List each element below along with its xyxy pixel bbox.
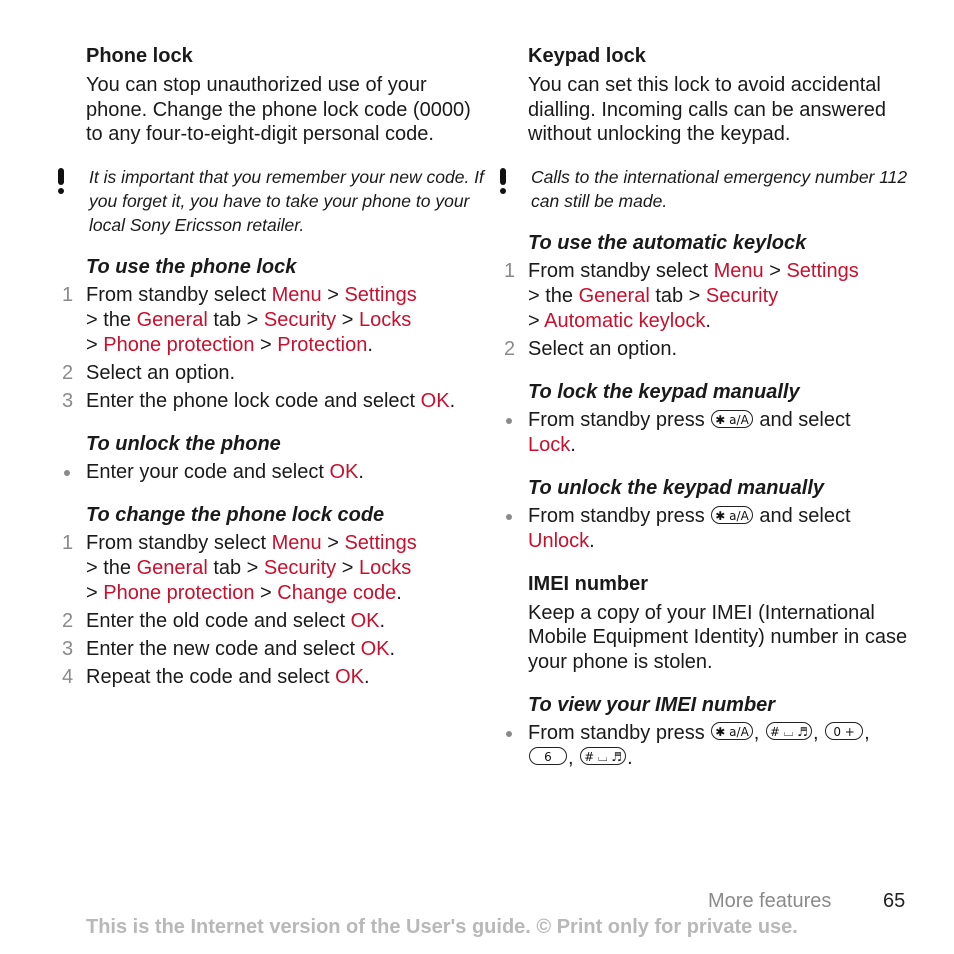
step-text: Enter the new code and select — [86, 637, 361, 660]
menu-link[interactable]: Menu — [271, 283, 322, 306]
step-text: From standby select — [86, 531, 272, 554]
separator: > — [528, 309, 545, 332]
step-text: Enter the phone lock code and select — [86, 389, 421, 412]
bullet-icon — [64, 470, 70, 476]
phone-protection-link[interactable]: Phone protection — [103, 333, 255, 356]
menu-link[interactable]: Menu — [713, 259, 764, 282]
automatic-keylock-link[interactable]: Automatic keylock — [544, 309, 706, 332]
separator: tab > — [207, 556, 264, 579]
note-remember-code — [86, 165, 486, 237]
separator: > — [86, 333, 104, 356]
bullet-item — [86, 460, 486, 485]
punctuation: . — [358, 460, 364, 483]
hash-key-icon: # ⌴ ♬ — [766, 722, 812, 740]
imei-heading: IMEI number — [528, 572, 649, 595]
hash-key-icon: # ⌴ ♬ — [580, 747, 626, 765]
six-key-icon: 6 — [529, 747, 567, 765]
settings-link[interactable]: Settings — [344, 283, 417, 306]
punctuation: . — [589, 529, 595, 552]
step-1 — [62, 531, 486, 606]
punctuation: . — [363, 665, 370, 688]
keypad-lock-heading: Keypad lock — [528, 45, 646, 67]
footer-section-name: More features — [708, 890, 832, 912]
step-number: 2 — [62, 361, 74, 384]
task-title-use-phone-lock: To use the phone lock — [86, 255, 297, 278]
note-emergency — [528, 165, 928, 213]
step-text: Repeat the code and select — [86, 665, 336, 688]
step-2 — [504, 337, 928, 362]
step-number: 2 — [62, 609, 74, 632]
phone-lock-heading: Phone lock — [86, 45, 193, 67]
separator: tab > — [649, 284, 706, 307]
step-text: and select — [753, 504, 851, 527]
separator: > — [336, 308, 359, 331]
separator: > — [763, 259, 787, 282]
step-2 — [62, 361, 486, 386]
security-link[interactable]: Security — [705, 284, 779, 307]
bullet-icon — [506, 514, 512, 520]
settings-link[interactable]: Settings — [786, 259, 859, 282]
phone-lock-body: You can stop unauthorized use of your phone. Change the phone lock code (0000) to any four-to-eight-digit personal code. — [86, 74, 471, 146]
ok-link[interactable]: OK — [329, 460, 359, 483]
protection-link[interactable]: Protection — [277, 333, 368, 356]
separator: > — [321, 283, 345, 306]
punctuation: , — [753, 721, 765, 744]
zero-key-icon: 0 + — [825, 722, 863, 740]
star-key-icon: ✱ a/A — [711, 506, 752, 524]
step-number: 2 — [504, 337, 516, 360]
task-title-unlock-keypad: To unlock the keypad manually — [528, 476, 824, 499]
step-number: 1 — [62, 531, 74, 554]
keypad-lock-body: You can set this lock to avoid accidental dialling. Incoming calls can be answered without unlocking the keypad. — [528, 74, 886, 146]
bullet-item — [528, 408, 928, 458]
exclamation-icon — [56, 168, 66, 194]
step-text: Select an option. — [86, 361, 235, 384]
step-number: 3 — [62, 637, 74, 660]
locks-link[interactable]: Locks — [358, 308, 412, 331]
ok-link[interactable]: OK — [420, 389, 450, 412]
security-link[interactable]: Security — [263, 556, 337, 579]
step-text: From standby select — [528, 259, 714, 282]
punctuation: , — [864, 721, 870, 744]
general-link[interactable]: General — [136, 556, 208, 579]
punctuation: . — [389, 637, 396, 660]
punctuation: . — [367, 333, 373, 356]
punctuation: . — [379, 609, 386, 632]
separator: > the — [528, 284, 579, 307]
punctuation: . — [449, 389, 456, 412]
page-number: 65 — [883, 890, 906, 912]
menu-link[interactable]: Menu — [271, 531, 322, 554]
step-number: 1 — [504, 259, 516, 282]
task-title-automatic-keylock: To use the automatic keylock — [528, 231, 807, 254]
bullet-item — [528, 504, 928, 554]
security-link[interactable]: Security — [263, 308, 337, 331]
change-code-link[interactable]: Change code — [277, 581, 397, 604]
separator: > the — [86, 308, 137, 331]
separator: > — [86, 581, 104, 604]
task-title-unlock-phone: To unlock the phone — [86, 432, 281, 455]
step-4 — [62, 665, 486, 690]
step-text: From standby press — [528, 504, 711, 527]
separator: > — [321, 531, 345, 554]
separator: > — [254, 333, 278, 356]
separator: > — [336, 556, 359, 579]
step-text: Select an option. — [528, 337, 677, 360]
step-text: From standby press — [528, 408, 711, 431]
bullet-icon — [506, 418, 512, 424]
step-number: 4 — [62, 665, 74, 688]
star-key-icon: ✱ a/A — [711, 410, 752, 428]
locks-link[interactable]: Locks — [358, 556, 412, 579]
step-number: 3 — [62, 389, 74, 412]
step-1 — [62, 283, 486, 358]
step-text: From standby press — [528, 721, 711, 744]
punctuation: , — [812, 721, 825, 744]
exclamation-icon — [498, 168, 508, 194]
note-text: Calls to the international emergency number 112 can still be made. — [531, 166, 908, 211]
punctuation: . — [396, 581, 402, 604]
step-text: and select — [753, 408, 851, 431]
lock-link[interactable]: Lock — [528, 433, 571, 456]
general-link[interactable]: General — [578, 284, 650, 307]
phone-protection-link[interactable]: Phone protection — [103, 581, 255, 604]
step-text: Enter your code and select — [86, 460, 330, 483]
unlock-link[interactable]: Unlock — [528, 529, 590, 552]
step-number: 1 — [62, 283, 74, 306]
step-3 — [62, 389, 486, 414]
task-title-lock-keypad: To lock the keypad manually — [528, 380, 800, 403]
right-column — [504, 44, 928, 771]
settings-link[interactable]: Settings — [344, 531, 417, 554]
separator: > — [254, 581, 278, 604]
left-column — [62, 44, 486, 690]
task-title-view-imei: To view your IMEI number — [528, 693, 776, 716]
step-3 — [62, 637, 486, 662]
task-title-change-code: To change the phone lock code — [86, 503, 385, 526]
step-text: Enter the old code and select — [86, 609, 351, 632]
bullet-icon — [506, 731, 512, 737]
ok-link[interactable]: OK — [360, 637, 390, 660]
imei-body: Keep a copy of your IMEI (International Mobile Equipment Identity) number in case your phone is stolen. — [528, 601, 908, 673]
star-key-icon: ✱ a/A — [711, 722, 752, 740]
general-link[interactable]: General — [136, 308, 208, 331]
bullet-item — [528, 721, 928, 771]
step-2 — [62, 609, 486, 634]
ok-link[interactable]: OK — [350, 609, 380, 632]
ok-link[interactable]: OK — [335, 665, 364, 688]
punctuation: , — [568, 746, 580, 769]
punctuation: . — [627, 746, 633, 769]
separator: > the — [86, 556, 137, 579]
step-text: From standby select — [86, 283, 272, 306]
note-text: It is important that you remember your new code. If you forget it, you have to take your phone to your local Sony Ericsson retailer. — [89, 166, 484, 235]
step-1 — [504, 259, 928, 334]
internet-version-notice: This is the Internet version of the User's guide. © Print only for private use. — [86, 916, 798, 938]
punctuation: . — [705, 309, 711, 332]
separator: tab > — [207, 308, 264, 331]
punctuation: . — [570, 433, 576, 456]
